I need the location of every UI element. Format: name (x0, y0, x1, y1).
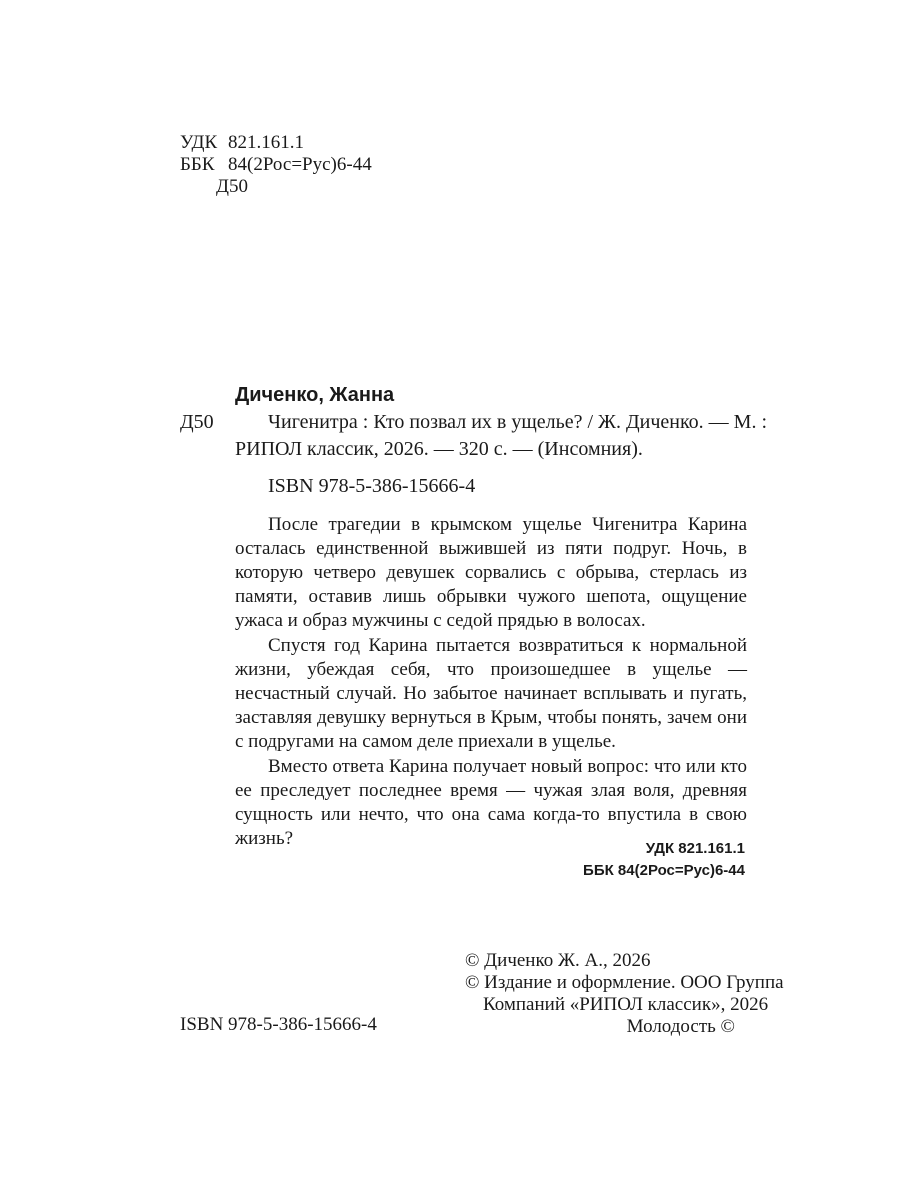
udk-value: 821.161.1 (228, 132, 304, 153)
bbk-value: 84(2Рос=Рус)6-44 (228, 154, 372, 175)
bbk-label: ББК (180, 154, 215, 175)
bbk-bold: ББК 84(2Рос=Рус)6-44 (583, 862, 745, 879)
copyright-imprint: Молодость © (626, 1016, 735, 1037)
classification-bottom (583, 838, 745, 882)
author-mark-row (180, 176, 372, 198)
card-author-mark: Д50 (180, 411, 214, 433)
udk-label: УДК (180, 132, 218, 153)
annotation (235, 513, 747, 852)
copyright-company: Компаний «РИПОЛ классик», 2026 (483, 994, 769, 1015)
card-isbn: ISBN 978-5-386-15666-4 (268, 475, 476, 497)
annotation-paragraph: После трагедии в крымском ущелье Чигенитра Карина осталась единственной выжившей из пяти подруг. Ночь, в которую четверо девушек сорвались с обрыва, стерлась из памяти, оставив лишь обрывки чужого шепота, ощущение ужаса и образ мужчины с седой прядью в волосах. (235, 514, 747, 631)
classification-top (180, 132, 372, 198)
card-title-line: Чигенитра : Кто позвал их в ущелье? / Ж. Диченко. — М. : (268, 411, 767, 433)
udk-row (180, 132, 372, 154)
author-mark: Д50 (216, 176, 248, 197)
copyright-author: © Диченко Ж. А., 2026 (465, 950, 651, 971)
copyright-edition: © Издание и оформление. ООО Группа (465, 972, 784, 993)
card-author: Диченко, Жанна (235, 384, 395, 406)
footer-isbn: ISBN 978-5-386-15666-4 (180, 1014, 377, 1035)
udk-bold: УДК 821.161.1 (645, 840, 745, 857)
annotation-paragraph: Вместо ответа Карина получает новый вопрос: что или кто ее преследует последнее время — чужая злая воля, древняя сущность или нечто, что она сама когда-то впустила в свою жизнь? (235, 756, 747, 849)
annotation-paragraph: Спустя год Карина пытается возвратиться к нормальной жизни, убеждая себя, что произошедшее в ущелье — несчастный случай. Но забытое начинает всплывать и пугать, заставляя девушку вернуться в Крым, чтобы понять, зачем они с подругами на самом деле приехали в ущелье. (235, 635, 747, 752)
copyright-block (465, 950, 784, 1038)
card-publisher-line: РИПОЛ классик, 2026. — 320 с. — (Инсомния). (235, 438, 643, 460)
bbk-row (180, 154, 372, 176)
